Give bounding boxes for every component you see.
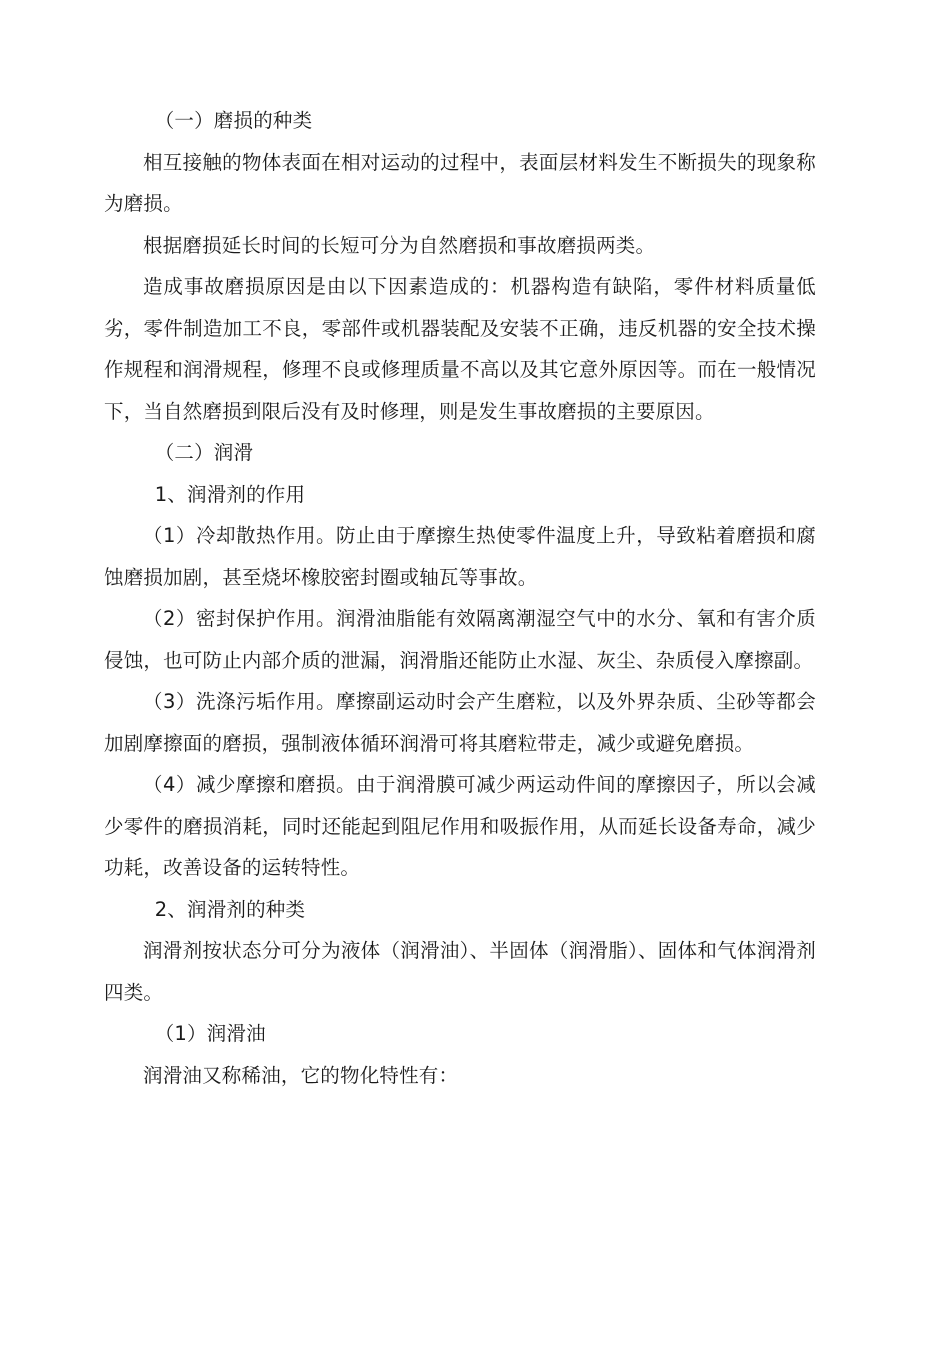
subsection-heading-lubricant-functions: 1、润滑剂的作用 [154, 482, 306, 506]
paragraph-lubricant-states: 润滑剂按状态分可分为液体（润滑油）、半固体（润滑脂）、固体和气体润滑剂四类。 [104, 939, 816, 1004]
paragraph-oil-properties: 润滑油又称稀油，它的物化特性有： [143, 1063, 459, 1087]
paragraph-accident-wear-causes: 造成事故磨损原因是由以下因素造成的：机器构造有缺陷，零件材料质量低劣，零件制造加工不良，零部件或机器装配及安装不正确，违反机器的安全技术操作规程和润滑规程，修理不良或修理质量不高以及其它意外原因等。而在一般情况下，当自然磨损到限后没有及时修理，则是发生事故磨损的主要原因。 [104, 275, 816, 423]
list-item-sealing: （2）密封保护作用。润滑油脂能有效隔离潮湿空气中的水分、氧和有害介质侵蚀，也可防止内部介质的泄漏，润滑脂还能防止水湿、灰尘、杂质侵入摩擦副。 [104, 607, 816, 672]
subsection-heading-lubricant-types: 2、润滑剂的种类 [154, 897, 306, 921]
section-heading-wear-types: （一）磨损的种类 [154, 109, 313, 132]
paragraph-wear-definition: 相互接触的物体表面在相对运动的过程中，表面层材料发生不断损失的现象称为磨损。 [104, 150, 816, 215]
list-item-friction-reduction: （4）减少摩擦和磨损。由于润滑膜可减少两运动件间的摩擦因子，所以会减少零件的磨损消耗，同时还能起到阻尼作用和吸振作用，从而延长设备寿命，减少功耗，改善设备的运转特性。 [104, 773, 816, 879]
section-heading-lubrication: （二）润滑 [154, 441, 254, 464]
list-item-cleaning: （3）洗涤污垢作用。摩擦副运动时会产生磨粒，以及外界杂质、尘砂等都会加剧摩擦面的磨损，强制液体循环润滑可将其磨粒带走，减少或避免磨损。 [104, 690, 816, 755]
list-item-cooling: （1）冷却散热作用。防止由于摩擦生热使零件温度上升，导致粘着磨损和腐蚀磨损加剧，甚至烧坏橡胶密封圈或轴瓦等事故。 [104, 524, 816, 589]
item-heading-lubricating-oil: （1）润滑油 [154, 1022, 266, 1045]
document-body [104, 100, 816, 1096]
paragraph-wear-classification: 根据磨损延长时间的长短可分为自然磨损和事故磨损两类。 [143, 233, 656, 257]
